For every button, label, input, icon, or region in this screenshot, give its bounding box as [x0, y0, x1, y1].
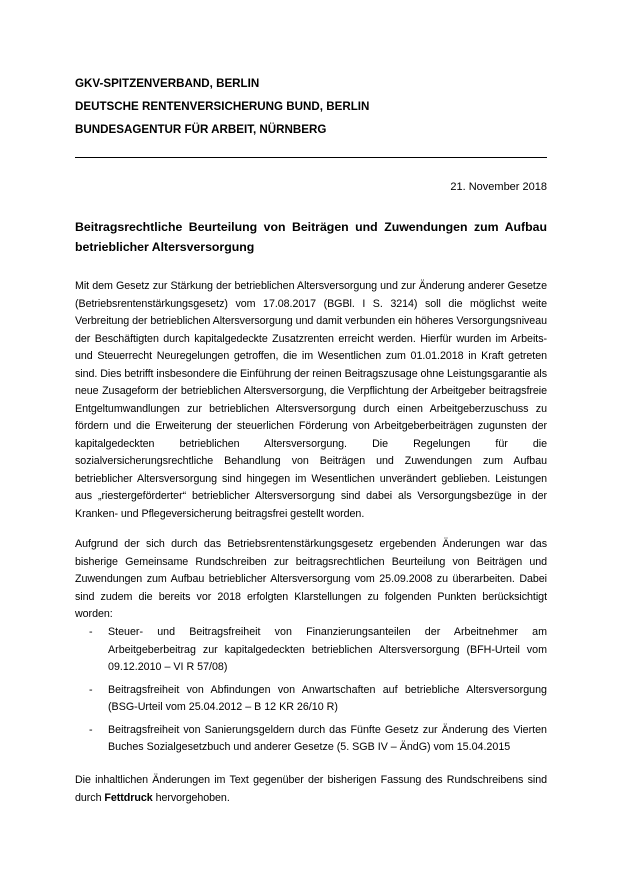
header-divider	[75, 157, 547, 158]
list-item-text: Steuer- und Beitragsfreiheit von Finanzierungsanteilen der Arbeitnehmer am Arbeitgeberbeitrag zur kapitalgedeckten betrieblichen Altersversorgung (BFH-Urteil vom 09.12.2010 – VI R 57/08)	[108, 626, 547, 673]
closing-bold-text: Fettdruck	[104, 791, 153, 804]
paragraph-intro: Mit dem Gesetz zur Stärkung der betrieblichen Altersversorgung und zur Änderung anderer Gesetze (Betriebsrentenstärkungsgesetz) vom 17.08.2017 (BGBl. I S. 3214) soll die möglichst weite Verbreitung der betrieblichen Altersversorgung und damit verbunden ein höheres Versorgungsniveau der Beschäftigten durch kapitalgedeckte Zusatzrenten erreicht werden. Hierfür wurden im Arbeits- und Steuerrecht Neuregelungen getroffen, die im Wesentlichen zum 01.01.2018 in Kraft getreten sind. Dies betrifft insbesondere die Einführung der reinen Beitragszusage ohne Leistungsgarantie als neue Zusageform der betrieblichen Altersversorgung, die Verpflichtung der Arbeitgeber beitragsfreie Entgeltumwandlungen zur betrieblichen Altersversorgung durch einen Arbeitgeberzuschuss zu fördern und die Erweiterung der steuerlichen Förderung von Arbeitgeberbeiträgen zugunsten der kapitalgedeckten betrieblichen Altersversorgung. Die Regelungen für die sozialversicherungsrechtliche Behandlung von Beiträgen und Zuwendungen zum Aufbau betrieblicher Altersversorgung sind hingegen im Wesentlichen unverändert geblieben. Leistungen aus „riestergeförderter“ betrieblicher Altersversorgung sind dabei als Versorgungsbezüge in der Kranken- und Pflegeversicherung beitragsfrei gestellt worden.	[75, 280, 547, 520]
list-item	[75, 682, 547, 717]
list-item-text: Beitragsfreiheit von Sanierungsgeldern durch das Fünfte Gesetz zur Änderung des Vierten Buches Sozialgesetzbuch und anderer Gesetze (5. SGB IV – ÄndG) vom 15.04.2015	[108, 723, 547, 753]
closing-text-before: Die inhaltlichen Änderungen im Text gegenüber der bisherigen Fassung des Rundschreibens sind durch	[75, 774, 547, 804]
paragraph-closing	[75, 772, 547, 807]
document-title: Beitragsrechtliche Beurteilung von Beiträgen und Zuwendungen zum Aufbau betrieblicher Altersversorgung	[75, 220, 547, 254]
list-dash: -	[89, 626, 93, 638]
list-item-text: Beitragsfreiheit von Abfindungen von Anwartschaften auf betriebliche Altersversorgung (BSG-Urteil vom 25.04.2012 – B 12 KR 26/10 R)	[108, 683, 547, 713]
org-line-1: GKV-SPITZENVERBAND, BERLIN	[75, 77, 260, 90]
org-line-3: BUNDESAGENTUR FÜR ARBEIT, NÜRNBERG	[75, 123, 327, 136]
paragraph-revision: Aufgrund der sich durch das Betriebsrentenstärkungsgesetz ergebenden Änderungen war das bisherige Gemeinsame Rundschreiben zur beitragsrechtlichen Beurteilung von Beiträgen und Zuwendungen zum Aufbau betrieblicher Altersversorgung vom 25.09.2008 zu überarbeiten. Dabei sind zudem die bereits vor 2018 erfolgten Klarstellungen zu folgenden Punkten berücksichtigt worden:	[75, 538, 547, 620]
document-date: 21. November 2018	[450, 181, 547, 193]
list-item	[75, 722, 547, 757]
list-dash: -	[89, 683, 93, 696]
list-item	[75, 624, 547, 677]
clarification-list	[75, 624, 547, 762]
closing-text-after: hervorgehoben.	[152, 791, 230, 804]
list-dash: -	[89, 723, 93, 736]
org-line-2: DEUTSCHE RENTENVERSICHERUNG BUND, BERLIN	[75, 100, 370, 113]
